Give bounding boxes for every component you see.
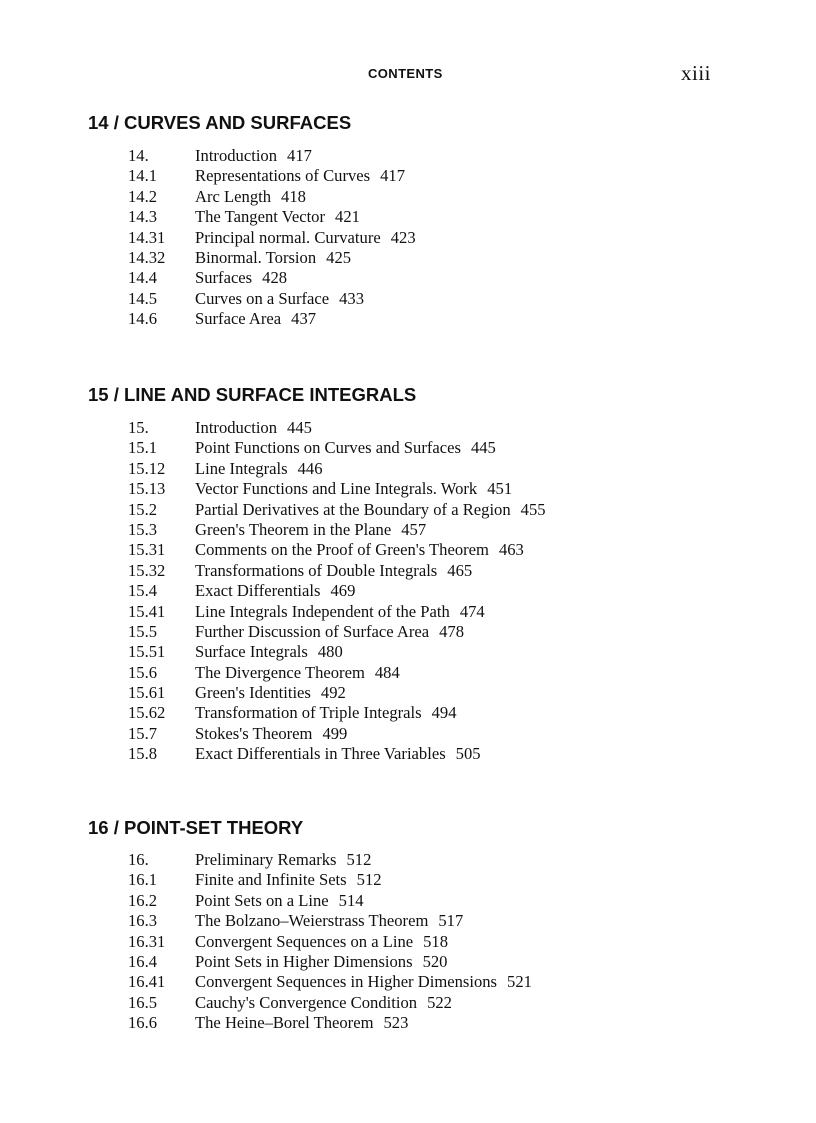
section-title: Transformations of Double Integrals — [195, 560, 438, 580]
toc-entry — [88, 891, 788, 911]
section-title-line — [195, 703, 457, 723]
section-title-line — [195, 228, 416, 248]
toc-entry — [88, 1013, 788, 1033]
section-number: 16.4 — [128, 951, 158, 971]
section-page-number: 445 — [287, 418, 312, 437]
section-number: 14.32 — [128, 247, 166, 267]
section-title: Cauchy's Convergence Condition — [195, 992, 418, 1012]
section-number: 15.31 — [128, 540, 166, 560]
toc-entry — [88, 418, 788, 438]
section-page-number: 433 — [339, 288, 364, 308]
toc-entry — [88, 622, 788, 642]
section-title-line — [195, 850, 371, 870]
section-title: Preliminary Remarks — [195, 850, 337, 869]
section-page-number: 512 — [346, 850, 372, 869]
section-number: 16.1 — [128, 870, 158, 890]
section-title: Comments on the Proof of Green's Theorem — [195, 540, 489, 560]
chapter-16-section — [88, 817, 788, 1033]
chapter-14-section — [88, 112, 788, 329]
section-number: 16.41 — [128, 972, 166, 992]
section-page-number: 520 — [422, 951, 448, 971]
section-title-line — [195, 952, 447, 972]
section-title-line — [195, 602, 485, 622]
section-number: 15.51 — [128, 642, 166, 662]
section-title-line — [195, 932, 448, 952]
section-title: Curves on a Surface — [195, 288, 330, 308]
section-number: 15.5 — [128, 621, 158, 641]
section-title: Exact Differentials — [195, 581, 321, 601]
section-title-line — [195, 561, 472, 581]
section-page-number: 518 — [423, 931, 449, 951]
section-title-line — [195, 870, 382, 890]
chapter-title: 14 / CURVES AND SURFACES — [88, 112, 352, 133]
section-page-number: 499 — [322, 723, 348, 743]
section-title: Vector Functions and Line Integrals. Work — [195, 479, 478, 499]
section-page-number: 425 — [326, 247, 352, 267]
toc-entry — [88, 228, 788, 248]
section-title-line — [195, 500, 546, 520]
chapter-title: 15 / LINE AND SURFACE INTEGRALS — [88, 384, 417, 405]
section-number: 15.41 — [128, 601, 166, 621]
section-title-line — [195, 309, 316, 329]
section-number: 15.61 — [128, 683, 166, 703]
section-title-line — [195, 166, 405, 186]
toc-entry — [88, 561, 788, 581]
section-title: Convergent Sequences on a Line — [195, 931, 414, 951]
toc-entry — [88, 642, 788, 662]
toc-entry — [88, 972, 788, 992]
section-title: The Heine–Borel Theorem — [195, 1013, 374, 1033]
section-title: Representations of Curves — [195, 166, 371, 186]
section-title-line — [195, 622, 464, 642]
section-title: Line Integrals Independent of the Path — [195, 601, 450, 621]
section-title-line — [195, 911, 463, 931]
page-number: xiii — [681, 61, 712, 85]
section-page-number: 480 — [317, 642, 343, 662]
section-page-number: 521 — [507, 972, 532, 992]
toc-entry — [88, 932, 788, 952]
section-page-number: 446 — [297, 458, 323, 478]
section-page-number: 522 — [427, 992, 452, 1012]
section-number: 15.3 — [128, 519, 158, 539]
toc-entry — [88, 187, 788, 207]
section-page-number: 492 — [320, 683, 346, 703]
section-title-line — [195, 520, 426, 540]
section-number: 15.8 — [128, 744, 158, 764]
section-title-line — [195, 207, 360, 227]
section-title: Transformation of Triple Integrals — [195, 703, 422, 723]
section-page-number: 514 — [338, 890, 364, 910]
section-title-line — [195, 683, 346, 703]
section-page-number: 423 — [390, 227, 416, 247]
section-page-number: 474 — [459, 601, 485, 621]
section-title: The Divergence Theorem — [195, 662, 365, 682]
section-page-number: 437 — [291, 309, 317, 329]
toc-entry — [88, 744, 788, 764]
toc-entry — [88, 146, 788, 166]
section-title: Point Functions on Curves and Surfaces — [195, 438, 461, 458]
section-title: The Tangent Vector — [195, 207, 326, 227]
section-title-line — [195, 581, 355, 601]
toc-entry — [88, 438, 788, 458]
toc-entry — [88, 207, 788, 227]
section-title-line — [195, 993, 452, 1013]
section-number: 15.13 — [128, 479, 166, 499]
section-number: 15.12 — [128, 458, 166, 478]
toc-entry — [88, 602, 788, 622]
section-page-number: 478 — [439, 621, 464, 641]
section-title-line — [195, 459, 323, 479]
section-title-line — [195, 642, 343, 662]
section-title-line — [195, 187, 306, 207]
section-page-number: 523 — [383, 1013, 409, 1033]
section-number: 14.4 — [128, 268, 158, 288]
toc-entry — [88, 911, 788, 931]
section-title: Finite and Infinite Sets — [195, 870, 347, 890]
section-title: Point Sets on a Line — [195, 890, 329, 910]
section-title: Line Integrals — [195, 458, 288, 478]
section-number: 14.6 — [128, 309, 158, 329]
section-title: Green's Theorem in the Plane — [195, 519, 392, 539]
section-number: 16. — [128, 850, 149, 869]
section-title: Partial Derivatives at the Boundary of a Region — [195, 499, 511, 519]
section-title: Surface Integrals — [195, 642, 308, 662]
section-title: Surface Area — [195, 309, 282, 329]
section-number: 15.62 — [128, 703, 166, 723]
section-number: 15.7 — [128, 723, 158, 743]
section-number: 14. — [128, 146, 149, 165]
toc-entry — [88, 248, 788, 268]
section-title: Exact Differentials in Three Variables — [195, 744, 446, 764]
section-page-number: 451 — [487, 479, 513, 499]
section-page-number: 463 — [498, 540, 524, 560]
section-page-number: 469 — [330, 581, 356, 601]
section-title-line — [195, 744, 481, 764]
section-number: 14.5 — [128, 288, 158, 308]
chapter-entries — [88, 146, 788, 330]
toc-entry — [88, 309, 788, 329]
section-title: The Bolzano–Weierstrass Theorem — [195, 911, 429, 931]
toc-entry — [88, 870, 788, 890]
chapter-entries — [88, 418, 788, 765]
chapter-15-section — [88, 384, 788, 764]
section-title-line — [195, 540, 524, 560]
toc-entry — [88, 166, 788, 186]
running-head-title: CONTENTS — [368, 66, 443, 81]
section-title-line — [195, 268, 287, 288]
chapter-entries — [88, 850, 788, 1034]
toc-entry — [88, 952, 788, 972]
section-title-line — [195, 146, 312, 166]
section-number: 14.2 — [128, 186, 158, 206]
section-number: 15.32 — [128, 560, 166, 580]
section-title-line — [195, 1013, 408, 1033]
section-number: 15.6 — [128, 662, 158, 682]
section-title-line — [195, 891, 364, 911]
running-head — [0, 61, 816, 85]
section-page-number: 494 — [431, 703, 457, 723]
section-title: Principal normal. Curvature — [195, 227, 381, 247]
toc-entry — [88, 289, 788, 309]
section-number: 14.31 — [128, 227, 166, 247]
section-title-line — [195, 724, 347, 744]
section-page-number: 417 — [380, 166, 406, 186]
chapter-title: 16 / POINT-SET THEORY — [88, 817, 304, 838]
section-title-line — [195, 479, 512, 499]
section-title-line — [195, 438, 496, 458]
section-page-number: 428 — [262, 268, 288, 288]
section-page-number: 455 — [520, 499, 546, 519]
section-title-line — [195, 972, 532, 992]
section-page-number: 465 — [447, 560, 473, 580]
section-number: 15. — [128, 418, 149, 437]
toc-entry — [88, 703, 788, 723]
section-page-number: 517 — [438, 911, 464, 931]
section-title: Point Sets in Higher Dimensions — [195, 951, 413, 971]
section-number: 14.3 — [128, 207, 158, 227]
section-title-line — [195, 248, 351, 268]
section-page-number: 505 — [455, 744, 481, 764]
toc-entry — [88, 683, 788, 703]
section-number: 15.1 — [128, 438, 158, 458]
section-title: Introduction — [195, 146, 278, 165]
section-title-line — [195, 418, 312, 438]
section-page-number: 421 — [335, 207, 360, 227]
section-number: 15.4 — [128, 581, 158, 601]
toc-entry — [88, 479, 788, 499]
toc-entry — [88, 540, 788, 560]
section-page-number: 445 — [470, 438, 496, 458]
toc-entry — [88, 993, 788, 1013]
section-number: 16.2 — [128, 890, 158, 910]
section-page-number: 512 — [356, 870, 382, 890]
toc-entry — [88, 520, 788, 540]
section-title: Green's Identities — [195, 683, 311, 703]
toc-entry — [88, 268, 788, 288]
toc-entry — [88, 850, 788, 870]
toc-entry — [88, 459, 788, 479]
section-page-number: 457 — [401, 519, 427, 539]
section-page-number: 484 — [374, 662, 400, 682]
section-number: 16.31 — [128, 931, 166, 951]
section-title: Further Discussion of Surface Area — [195, 621, 430, 641]
section-number: 16.5 — [128, 992, 158, 1012]
section-page-number: 418 — [281, 186, 306, 206]
section-title: Convergent Sequences in Higher Dimensions — [195, 972, 498, 992]
section-number: 15.2 — [128, 499, 158, 519]
section-title: Binormal. Torsion — [195, 247, 317, 267]
toc-entry — [88, 724, 788, 744]
section-number: 16.3 — [128, 911, 158, 931]
section-title: Arc Length — [195, 186, 272, 206]
section-number: 16.6 — [128, 1013, 158, 1033]
section-title: Surfaces — [195, 268, 253, 288]
section-title: Introduction — [195, 418, 278, 437]
toc-entry — [88, 500, 788, 520]
section-page-number: 417 — [287, 146, 312, 165]
section-title: Stokes's Theorem — [195, 723, 313, 743]
toc-entry — [88, 581, 788, 601]
toc-entry — [88, 663, 788, 683]
section-number: 14.1 — [128, 166, 158, 186]
section-title-line — [195, 663, 400, 683]
section-title-line — [195, 289, 364, 309]
